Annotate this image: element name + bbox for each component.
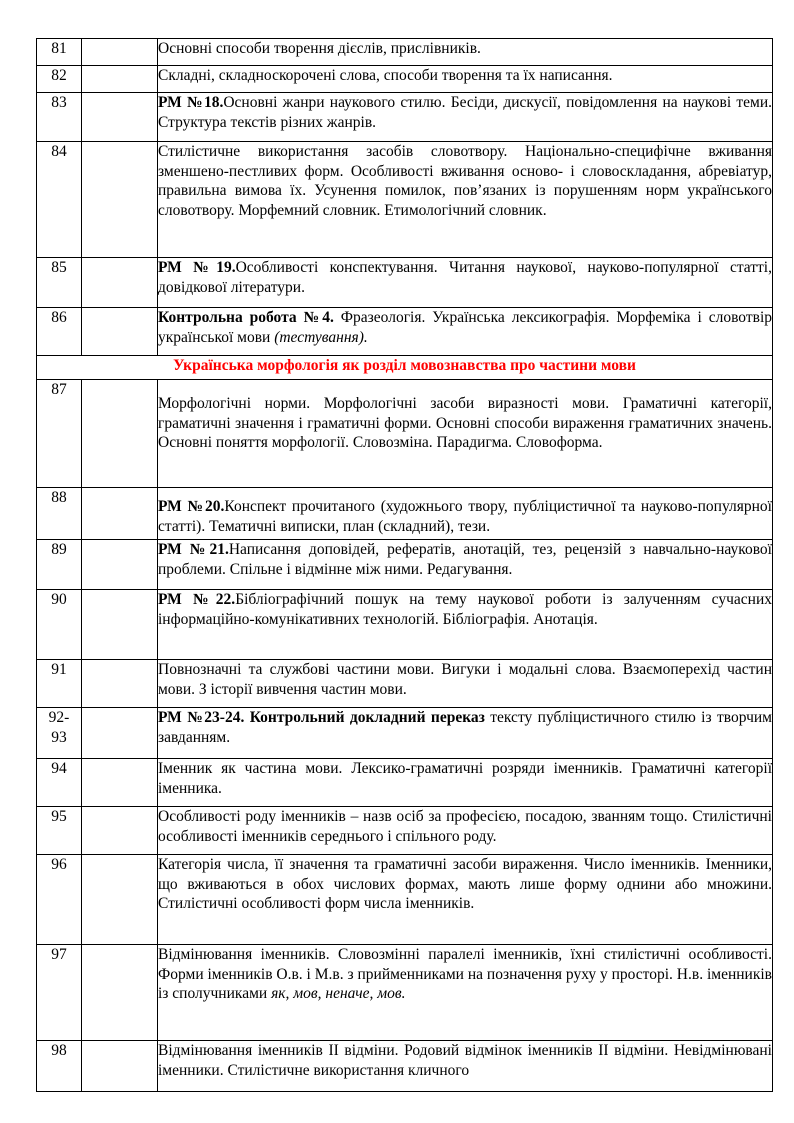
speech-development-label: РМ №23-24. Контрольний докладний переказ <box>158 709 485 726</box>
table-row <box>37 39 773 66</box>
row-text: Стилістичне використання засобів словотвору. Національно-специфічне вживання зменшено-пестливих форм. Особливості вживання осново- і словоскладання, абревіатур, правильна вимова їх. Усунення помилок, пов’язаних із порушенням норм українського словотвору. Морфемний словник. Етимологічний словник. <box>158 142 773 258</box>
empty-cell <box>82 660 158 708</box>
table-row <box>37 380 773 488</box>
empty-cell <box>82 708 158 759</box>
table-row <box>37 807 773 855</box>
speech-development-label: РМ №20. <box>158 498 225 515</box>
row-number: 87 <box>37 380 82 488</box>
row-number: 84 <box>37 142 82 258</box>
speech-development-label: РМ №18. <box>158 94 224 111</box>
row-text: РМ №23-24. Контрольний докладний переказ тексту публіцистичного стилю із творчим завданням. <box>158 708 773 759</box>
row-number: 96 <box>37 855 82 945</box>
table-row <box>37 258 773 308</box>
row-text: РМ №18.Основні жанри наукового стилю. Бесіди, дискусії, повідомлення на наукові теми. Структура текстів різних жанрів. <box>158 93 773 142</box>
empty-cell <box>82 759 158 807</box>
row-text: РМ №19.Особливості конспектування. Читання наукової, науково-популярної статті, довідкової літератури. <box>158 258 773 308</box>
empty-cell <box>82 380 158 488</box>
table-row <box>37 708 773 759</box>
row-number: 86 <box>37 308 82 356</box>
row-text: РМ №20.Конспект прочитаного (художнього твору, публіцистичної та науково-популярної статті). Тематичні виписки, план (складний), тези. <box>158 488 773 540</box>
section-row <box>37 356 773 380</box>
row-number: 94 <box>37 759 82 807</box>
row-text: Відмінювання іменників ІІ відміни. Родовий відмінок іменників ІІ відміни. Невідмінювані іменники. Стилістичне використання кличного <box>158 1041 773 1092</box>
section-title: Українська морфологія як розділ мовознавства про частини мови <box>37 356 773 380</box>
empty-cell <box>82 590 158 660</box>
empty-cell <box>82 540 158 590</box>
empty-cell <box>82 855 158 945</box>
row-number: 89 <box>37 540 82 590</box>
row-number: 97 <box>37 945 82 1041</box>
table-row <box>37 488 773 540</box>
table-row <box>37 590 773 660</box>
row-number: 98 <box>37 1041 82 1092</box>
empty-cell <box>82 93 158 142</box>
italic-note: (тестування). <box>274 328 368 346</box>
empty-cell <box>82 807 158 855</box>
row-text: Контрольна робота №4. Фразеологія. Українська лексикографія. Морфеміка і словотвір української мови (тестування). <box>158 308 773 356</box>
empty-cell <box>82 945 158 1041</box>
row-number: 90 <box>37 590 82 660</box>
table-row <box>37 142 773 258</box>
italic-conjunctions: як, мов, неначе, мов. <box>271 985 406 1002</box>
row-text: Складні, складноскорочені слова, способи творення та їх написання. <box>158 66 773 93</box>
row-text: Повнозначні та службові частини мови. Вигуки і модальні слова. Взаємоперехід частин мови. З історії вивчення частин мови. <box>158 660 773 708</box>
row-text: Основні способи творення дієслів, прислівників. <box>158 39 773 66</box>
speech-development-label: РМ №19. <box>158 259 236 276</box>
empty-cell <box>82 142 158 258</box>
row-text: РМ №21.Написання доповідей, рефератів, анотацій, тез, рецензій з навчально-наукової проблеми. Спільне і відмінне між ними. Редагування. <box>158 540 773 590</box>
test-label: Контрольна робота №4. <box>158 309 334 326</box>
row-number: 92-93 <box>37 708 82 759</box>
table-row <box>37 308 773 356</box>
row-number: 85 <box>37 258 82 308</box>
table-row <box>37 759 773 807</box>
table-row <box>37 945 773 1041</box>
table-row <box>37 1041 773 1092</box>
empty-cell <box>82 66 158 93</box>
row-text: Відмінювання іменників. Словозмінні паралелі іменників, їхні стилістичні особливості. Форми іменників О.в. і М.в. з прийменниками на позначення руху у просторі. Н.в. іменників із сполучниками як, мов, неначе, мов. <box>158 945 773 1041</box>
lesson-plan-table <box>36 38 773 1092</box>
table-row <box>37 93 773 142</box>
empty-cell <box>82 39 158 66</box>
row-number: 88 <box>37 488 82 540</box>
empty-cell <box>82 258 158 308</box>
table-row <box>37 66 773 93</box>
row-number: 81 <box>37 39 82 66</box>
row-text: Категорія числа, її значення та граматичні засоби вираження. Число іменників. Іменники, що вживаються в обох числових формах, мають лише форму однини або множини. Стилістичні особливості форм числа іменників. <box>158 855 773 945</box>
row-text: Морфологічні норми. Морфологічні засоби виразності мови. Граматичні категорії, граматичні значення і граматичні форми. Основні способи вираження граматичних значень. Основні поняття морфології. Словозміна. Парадигма. Словоформа. <box>158 380 773 488</box>
row-text: Особливості роду іменників – назв осіб за професією, посадою, званням тощо. Стилістичні особливості іменників середнього і спільного роду. <box>158 807 773 855</box>
row-number: 95 <box>37 807 82 855</box>
empty-cell <box>82 488 158 540</box>
row-text: РМ №22.Бібліографічний пошук на тему наукової роботи із залученням сучасних інформаційно-комунікативних технологій. Бібліографія. Анотація. <box>158 590 773 660</box>
table-row <box>37 540 773 590</box>
speech-development-label: РМ №22. <box>158 591 236 608</box>
table-row <box>37 855 773 945</box>
speech-development-label: РМ №21. <box>158 541 229 558</box>
row-number: 83 <box>37 93 82 142</box>
empty-cell <box>82 308 158 356</box>
row-number: 82 <box>37 66 82 93</box>
empty-cell <box>82 1041 158 1092</box>
row-number: 91 <box>37 660 82 708</box>
row-text: Іменник як частина мови. Лексико-граматичні розряди іменників. Граматичні категорії іменника. <box>158 759 773 807</box>
table-row <box>37 660 773 708</box>
